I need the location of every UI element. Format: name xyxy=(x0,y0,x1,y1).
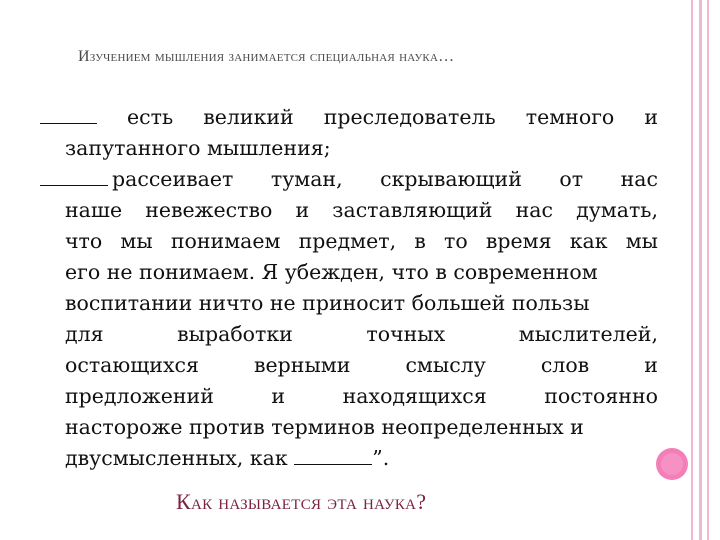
word: мы xyxy=(120,229,153,253)
line-9 xyxy=(40,350,658,381)
line-4 xyxy=(40,195,658,226)
word: слов xyxy=(540,353,590,377)
word: мы xyxy=(625,229,658,253)
slide-title: Изучением мышления занимается специальная наука… xyxy=(78,48,455,65)
line-10 xyxy=(40,381,658,412)
word: скрывающий xyxy=(380,167,522,191)
word: время xyxy=(485,229,552,253)
line-3 xyxy=(40,164,658,195)
blank-2 xyxy=(40,167,108,186)
word: для xyxy=(65,322,104,346)
word: выработки xyxy=(177,322,293,346)
line-8 xyxy=(40,319,658,350)
word: то xyxy=(443,229,468,253)
word: есть xyxy=(127,105,174,129)
word: великий xyxy=(203,105,294,129)
right-border-line-3 xyxy=(707,0,709,540)
word: понимаем xyxy=(170,229,281,253)
line-2: запутанного мышления; xyxy=(65,136,331,160)
word: наше xyxy=(65,198,123,222)
word: постоянно xyxy=(544,384,658,408)
word: и xyxy=(295,198,310,222)
word: и xyxy=(644,105,658,129)
word: предложений xyxy=(65,384,214,408)
line-5 xyxy=(40,226,658,257)
word: преследователь xyxy=(323,105,496,129)
word: нас xyxy=(515,198,553,222)
right-border-line-1 xyxy=(691,0,693,540)
word: от xyxy=(559,167,584,191)
line-1-start xyxy=(40,102,97,133)
line-7: воспитании ничто не приносит большей пользы xyxy=(65,291,590,315)
line-6: его не понимаем. Я убежден, что в современном xyxy=(65,260,598,284)
word: верными xyxy=(254,353,351,377)
slide-body xyxy=(40,102,658,474)
word: темного xyxy=(525,105,615,129)
word: в xyxy=(414,229,426,253)
word: думать, xyxy=(576,198,658,222)
word: туман, xyxy=(270,167,343,191)
word: смыслу xyxy=(405,353,486,377)
word: находящихся xyxy=(342,384,487,408)
word: остающихся xyxy=(65,353,199,377)
word: точных xyxy=(366,322,446,346)
blank-3 xyxy=(294,446,372,465)
word: как xyxy=(569,229,608,253)
question-heading: Как называется эта наука? xyxy=(176,489,427,514)
word: рассеивает xyxy=(112,167,234,191)
line-12-end: ”. xyxy=(372,446,390,470)
line-3-start xyxy=(40,164,233,195)
word: нас xyxy=(620,167,658,191)
line-12-text: двусмысленных, как xyxy=(65,446,288,470)
word: что xyxy=(65,229,103,253)
word: и xyxy=(271,384,286,408)
right-border-line-2 xyxy=(699,0,702,540)
line-1 xyxy=(40,102,658,133)
line-11: настороже против терминов неопределенных и xyxy=(65,415,584,439)
word: и xyxy=(644,353,658,377)
blank-1 xyxy=(40,105,97,124)
line-12 xyxy=(40,443,658,474)
decorative-circle-icon xyxy=(656,448,688,480)
word: предмет, xyxy=(298,229,397,253)
word: мыслителей, xyxy=(518,322,658,346)
word: невежество xyxy=(145,198,273,222)
word: заставляющий xyxy=(332,198,493,222)
